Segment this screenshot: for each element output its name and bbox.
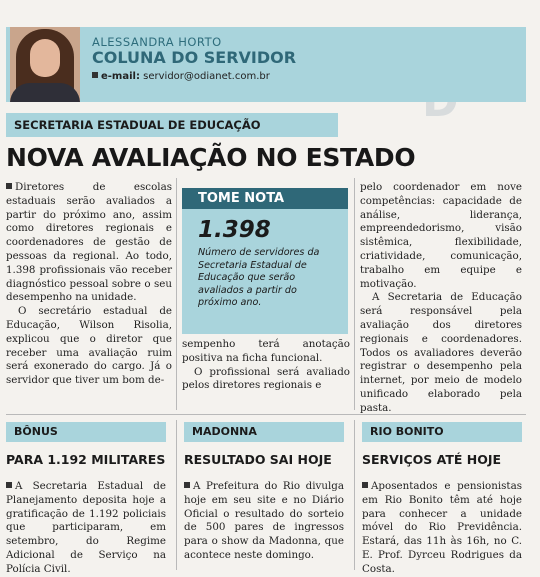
bullet-square-icon [362, 482, 368, 488]
article-paragraph: Diretores de escolas estaduais serão avaliados a partir do próximo ano, assim como diretores regionais e coordenadores de gestão de pessoas da regional. Ao todo, 1.398 profissionais vão receber diagnóstico pessoal sobre o seu desempenho na unidade. [6, 181, 172, 304]
bullet-square-icon [92, 72, 98, 78]
brief-title-rio-bonito: SERVIÇOS ATÉ HOJE [362, 452, 502, 467]
email-address[interactable]: servidor@odianet.com.br [143, 71, 270, 82]
column-divider [354, 420, 355, 570]
tome-nota-text: Número de servidores da Secretaria Estadual de Educação que serão avaliados a partir do próximo ano. [198, 247, 320, 309]
brief-title-bonus: PARA 1.192 MILITARES [6, 452, 166, 467]
article-column-2 [182, 338, 350, 393]
email-label: e-mail: [101, 71, 140, 82]
tome-nota-number: 1.398 [198, 217, 271, 243]
brief-tag-rio-bonito: RIO BONITO [362, 422, 522, 442]
column-divider [176, 420, 177, 570]
tome-nota-title: TOME NOTA [182, 188, 348, 209]
column-header [6, 27, 526, 102]
column-divider [176, 178, 177, 410]
brief-title-madonna: RESULTADO SAI HOJE [184, 452, 332, 467]
article-paragraph: sempenho terá anotação positiva na ficha funcional. [182, 338, 350, 364]
brief-text-bonus: A Secretaria Estadual de Planejamento deposita hoje a gratificação de 1.192 policiais que participaram, em setembro, do Regime Adicional de Serviço na Polícia Civil. [6, 480, 166, 575]
section-label: SECRETARIA ESTADUAL DE EDUCAÇÃO [6, 113, 338, 137]
article-paragraph: O profissional será avaliado pelos diretores regionais e [182, 365, 350, 392]
bullet-square-icon [6, 183, 12, 189]
photo-face [30, 39, 60, 77]
author-name: ALESSANDRA HORTO [92, 35, 222, 49]
author-photo [10, 27, 80, 102]
column-title: COLUNA DO SERVIDOR [92, 48, 297, 67]
photo-shoulders [10, 83, 80, 102]
brief-tag-madonna: MADONNA [184, 422, 344, 442]
article-column-1 [6, 181, 172, 388]
article-paragraph: O secretário estadual de Educação, Wilson Risolia, explicou que o diretor que receber uma avaliação ruim será exonerado do cargo. Já o servidor que tiver um bom de- [6, 305, 172, 387]
headline: NOVA AVALIAÇÃO NO ESTADO [6, 143, 416, 172]
article-paragraph: A Secretaria de Educação será responsável pela avaliação dos diretores regionais e coordenadores. Todos os avaliadores deverão registrar o desempenho pela internet, por meio de modelo unificado elaborado pela pasta. [360, 291, 522, 414]
tome-nota-box [182, 188, 348, 334]
brief-text-rio-bonito: Aposentados e pensionistas em Rio Bonito têm até hoje para conhecer a unidade móvel do Rio Previdência. Estará, das 11h às 16h, no C. E. Prof. Dyrceu Rodrigues da Costa. [362, 480, 522, 575]
brief-text-madonna: A Prefeitura do Rio divulga hoje em seu site e no Diário Oficial o resultado do sorteio de 500 pares de ingressos para o show da Madonna, que acontece neste domingo. [184, 480, 344, 561]
email-line [92, 71, 270, 82]
bullet-square-icon [184, 482, 190, 488]
article-paragraph: pelo coordenador em nove competências: capacidade de análise, liderança, empreendedorismo, visão sistêmica, flexibilidade, criatividade, comunicação, trabalho em equipe e motivação. [360, 181, 522, 290]
section-divider [6, 414, 526, 415]
article-column-3 [360, 181, 522, 416]
column-divider [354, 178, 355, 410]
brief-tag-bonus: BÔNUS [6, 422, 166, 442]
bullet-square-icon [6, 482, 12, 488]
